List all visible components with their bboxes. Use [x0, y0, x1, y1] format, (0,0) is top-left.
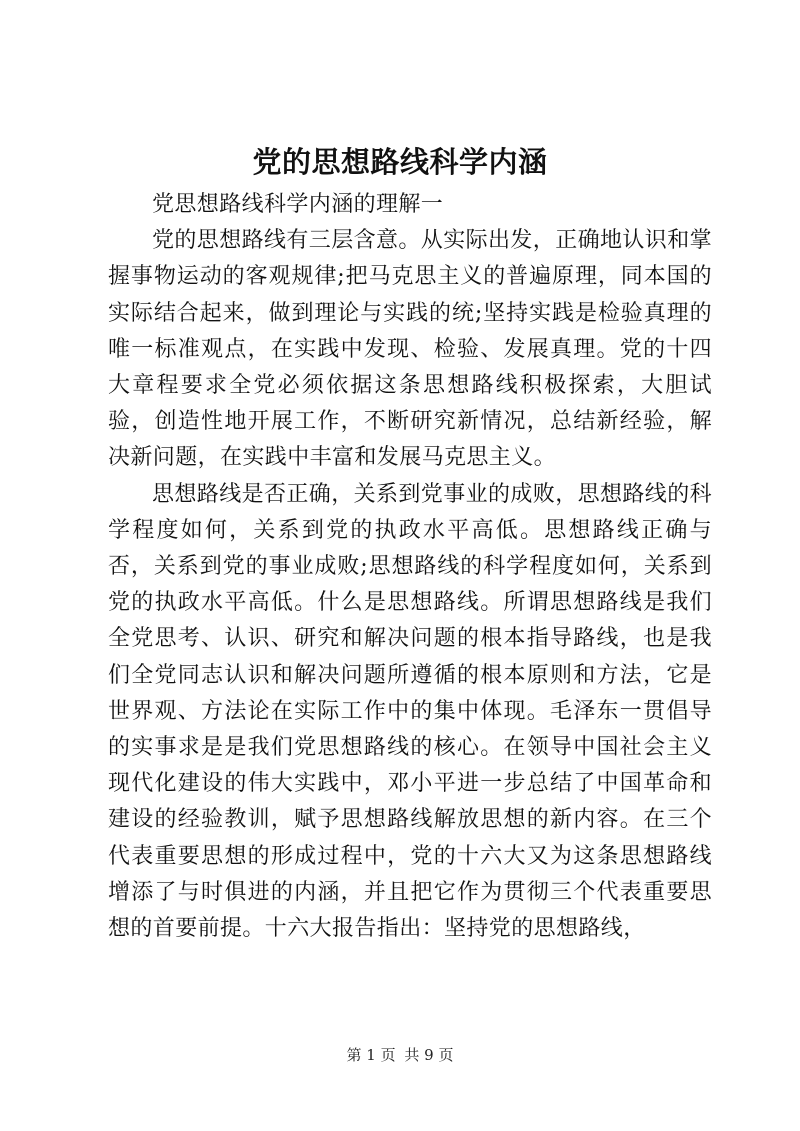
- paragraph-2: 思想路线是否正确，关系到党事业的成败，思想路线的科学程度如何，关系到党的执政水平高低。思想路线正确与否，关系到党的事业成败;思想路线的科学程度如何，关系到党的执政水平高低。什么是思想路线。所谓思想路线是我们全党思考、认识、研究和解决问题的根本指导路线，也是我们全党同志认识和解决问题所遵循的根本原则和方法，它是世界观、方法论在实际工作中的集中体现。毛泽东一贯倡导的实事求是是我们党思想路线的核心。在领导中国社会主义现代化建设的伟大实践中，邓小平进一步总结了中国革命和建设的经验教训，赋予思想路线解放思想的新内容。在三个代表重要思想的形成过程中，党的十六大又为这条思想路线增添了与时俱进的内涵，并且把它作为贯彻三个代表重要思想的首要前提。十六大报告指出：坚持党的思想路线，: [108, 481, 713, 942]
- page-footer: [0, 1045, 800, 1065]
- paragraph-1: 党的思想路线有三层含意。从实际出发，正确地认识和掌握事物运动的客观规律;把马克思主义的普遍原理，同本国的实际结合起来，做到理论与实践的统;坚持实践是检验真理的唯一标准观点，在实践中发现、检验、发展真理。党的十四大章程要求全党必须依据这条思想路线积极探索，大胆试验，创造性地开展工作，不断研究新情况，总结新经验，解决新问题，在实践中丰富和发展马克思主义。: [108, 228, 713, 471]
- total-pages: 共 9 页: [404, 1046, 454, 1064]
- document-subtitle: 党思想路线科学内涵的理解一: [152, 192, 444, 217]
- document-title: 党的思想路线科学内涵: [252, 145, 548, 179]
- page-number: 第 1 页: [346, 1046, 396, 1064]
- document-body: [108, 187, 712, 947]
